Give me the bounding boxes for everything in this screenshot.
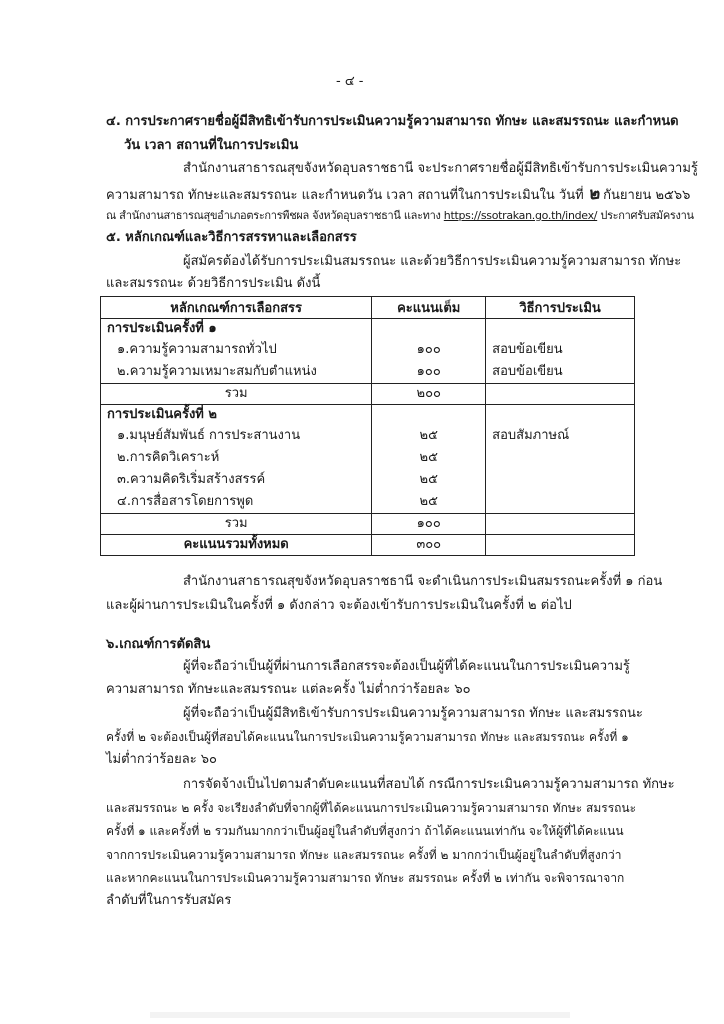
header-criteria: หลักเกณฑ์การเลือกสรร (101, 297, 372, 319)
page-number: - ๔ - (336, 74, 364, 89)
section4-paragraph-line3-text: ณ สำนักงานสาธารณสุขอำเภอตระการพืชผล จังหวัดอุบลราชธานี และทาง (106, 209, 441, 222)
round2-item-1-label: ๑.มนุษย์สัมพันธ์ การประสานงาน (117, 428, 301, 443)
total-score: ๓๐๐ (372, 535, 486, 556)
table-row-round1 (101, 319, 635, 384)
round2-sum-label: รวม (101, 514, 372, 535)
section4-paragraph-line2 (106, 183, 691, 205)
round1-item-2-label: ๒.ความรู้ความเหมาะสมกับตำแหน่ง (117, 364, 317, 379)
section5-paragraph-line2: และสมรรถนะ ด้วยวิธีการประเมิน ดังนี้ (106, 276, 321, 291)
section6-p3-line5: และหากคะแนนในการประเมินความรู้ความสามารถ ทักษะ สมรรถนะ ครั้งที่ ๒ เท่ากัน จะพิจารณาจาก (106, 871, 625, 885)
section4-heading-line2: วัน เวลา สถานที่ในการประเมิน (124, 138, 299, 153)
round2-item-4-score: ๒๕ (419, 494, 438, 509)
section6-p3-line4: จากการประเมินความรู้ความสามารถ ทักษะ และสมรรถนะ ครั้งที่ ๒ มากกว่าเป็นผู้อยู่ในลำดับที่สูงกว่า (106, 848, 622, 862)
section6-p3-line1: การจัดจ้างเป็นไปตามลำดับคะแนนที่สอบได้ กรณีการประเมินความรู้ความสามารถ ทักษะ (183, 777, 675, 792)
section4-paragraph-line1: สำนักงานสาธารณสุขจังหวัดอุบลราชธานี จะประกาศรายชื่อผู้มีสิทธิเข้ารับการประเมินความรู้ (183, 161, 698, 176)
round2-item-1-score: ๒๕ (419, 428, 438, 443)
round2-item-2-score: ๒๕ (419, 450, 438, 465)
round2-item-1-method: สอบสัมภาษณ์ (492, 428, 570, 443)
table-row-round2-sum (101, 514, 635, 535)
section6-p1-line1: ผู้ที่จะถือว่าเป็นผู้ที่ผ่านการเลือกสรรจะต้องเป็นผู้ที่ได้คะแนนในการประเมินความรู้ (183, 659, 630, 674)
section6-p1-line2: ความสามารถ ทักษะและสมรรถนะ แต่ละครั้ง ไม่ต่ำกว่าร้อยละ ๖๐ (106, 682, 471, 697)
round1-item-2-score: ๑๐๐ (416, 364, 441, 379)
round2-item-3-label: ๓.ความคิดริเริ่มสร้างสรรค์ (117, 472, 266, 487)
header-full-score: คะแนนเต็ม (372, 297, 486, 319)
after-table-line2: และผู้ผ่านการประเมินในครั้งที่ ๑ ดังกล่าว จะต้องเข้ารับการประเมินในครั้งที่ ๒ ต่อไป (106, 598, 572, 613)
section4-paragraph-line3 (106, 208, 694, 224)
round1-sum-label: รวม (101, 384, 372, 405)
scan-artifact (150, 1012, 570, 1018)
after-table-line1: สำนักงานสาธารณสุขจังหวัดอุบลราชธานี จะดำเนินการประเมินสมรรถนะครั้งที่ ๑ ก่อน (183, 574, 663, 589)
handwritten-date: ๒ (586, 183, 601, 205)
section4-paragraph-line2-month: กันยายน ๒๕๖๖ (603, 188, 691, 203)
section6-p2-line3: ไม่ต่ำกว่าร้อยละ ๖๐ (106, 752, 217, 767)
round2-item-2-method (492, 447, 628, 469)
section4-paragraph-line3-suffix: ประกาศรับสมัครงาน (600, 209, 694, 222)
round1-item-1-score: ๑๐๐ (416, 342, 441, 357)
section4-paragraph-line2-text: ความสามารถ ทักษะและสมรรถนะ และกำหนดวัน เวลา สถานที่ในการประเมินใน วันที่ (106, 188, 584, 203)
round2-item-2-label: ๒.การคิดวิเคราะห์ (117, 450, 220, 465)
round2-item-3-score: ๒๕ (419, 472, 438, 487)
section5-heading: ๕. หลักเกณฑ์และวิธีการสรรหาและเลือกสรร (106, 230, 357, 245)
table-header-row (101, 297, 635, 319)
section4-heading-line1: ๔. การประกาศรายชื่อผู้มีสิทธิเข้ารับการประเมินความรู้ความสามารถ ทักษะ และสมรรถนะ และกำหนด (106, 114, 679, 129)
round1-item-1-label: ๑.ความรู้ความสามารถทั่วไป (117, 342, 277, 357)
total-label: คะแนนรวมทั้งหมด (101, 535, 372, 556)
round2-item-4-method (492, 491, 628, 513)
section6-p3-line2: และสมรรถนะ ๒ ครั้ง จะเรียงลำดับที่จากผู้ที่ได้คะแนนการประเมินความรู้ความสามารถ ทักษะ สมรรถนะ (106, 801, 637, 815)
table-row-round2 (101, 405, 635, 514)
section6-p2-line1: ผู้ที่จะถือว่าเป็นผู้มีสิทธิเข้ารับการประเมินความรู้ความสามารถ ทักษะ และสมรรถนะ (183, 706, 643, 721)
section6-p2-line2: ครั้งที่ ๒ จะต้องเป็นผู้ที่สอบได้คะแนนในการประเมินความรู้ความสามารถ ทักษะ และสมรรถนะ ครั้งที่ ๑ (106, 730, 629, 744)
round2-item-4-label: ๔.การสื่อสารโดยการพูด (117, 494, 254, 509)
table-row-round1-sum (101, 384, 635, 405)
section5-paragraph-line1: ผู้สมัครต้องได้รับการประเมินสมรรถนะ และด้วยวิธีการประเมินความรู้ความสามารถ ทักษะ (183, 254, 682, 269)
round1-sum-score: ๒๐๐ (372, 384, 486, 405)
section6-p3-line3: ครั้งที่ ๑ และครั้งที่ ๒ รวมกันมากกว่าเป็นผู้อยู่ในลำดับที่สูงกว่า ถ้าได้คะแนนเท่ากัน จะให้ผู้ที่ได้คะแนน (106, 824, 624, 838)
round2-item-3-method (492, 469, 628, 491)
round2-title: การประเมินครั้งที่ ๒ (107, 407, 217, 422)
section6-heading: ๖.เกณฑ์การตัดสิน (106, 637, 211, 652)
round1-item-1-method: สอบข้อเขียน (492, 342, 563, 357)
recruitment-url-link[interactable]: https://ssotrakan.go.th/index/ (443, 209, 598, 222)
evaluation-criteria-table (100, 296, 635, 556)
round2-sum-score: ๑๐๐ (372, 514, 486, 535)
header-method: วิธีการประเมิน (486, 297, 635, 319)
table-row-total (101, 535, 635, 556)
section6-p3-line6: ลำดับที่ในการรับสมัคร (106, 893, 232, 908)
round1-title: การประเมินครั้งที่ ๑ (107, 321, 217, 336)
round1-item-2-method: สอบข้อเขียน (492, 364, 563, 379)
